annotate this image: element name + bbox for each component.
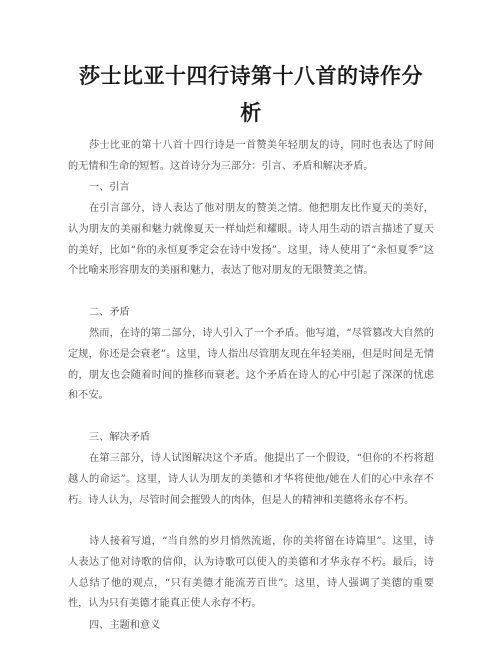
- section2-paragraph: 然而，在诗的第二部分，诗人引入了一个矛盾。他写道，“尽管篡改大自然的定规，你还是会衰老”。这里，诗人指出尽管朋友现在年轻美丽，但是时间是无情的，朋友也会随着时间的推移而衰老。这个矛盾在诗人的心中引起了深深的忧虑和不安。: [68, 328, 434, 402]
- section2-heading: 二、矛盾: [89, 307, 130, 318]
- section3-paragraph-2: 诗人接着写道，“当自然的岁月悄然流逝，你的美将留在诗篇里”。这里，诗人表达了他对诗歌的信仰，认为诗歌可以使人的美德和才华永存不朽。最后，诗人总结了他的观点，“只有美德才能流芳百世”。这里，诗人强调了美德的重要性，认为只有美德才能真正使人永存不朽。: [68, 536, 434, 610]
- document-title-line1: 莎士比亚十四行诗第十八首的诗作分: [79, 64, 423, 88]
- intro-paragraph: 莎士比亚的第十八首十四行诗是一首赞美年轻朋友的诗，同时也表达了时间的无情和生命的短暂。这首诗分为三部分：引言、矛盾和解决矛盾。: [68, 140, 434, 172]
- section1-paragraph: 在引言部分，诗人表达了他对朋友的赞美之情。他把朋友比作夏天的美好，认为朋友的美丽和魅力就像夏天一样灿烂和耀眼。诗人用生动的语言描述了夏天的美好，比如“你的永恒夏季定会在诗中发扬”。这里，诗人使用了“永恒夏季”这个比喻来形容朋友的美丽和魅力，表达了他对朋友的无限赞美之情。: [68, 203, 434, 277]
- section3-paragraph-1: 在第三部分，诗人试图解决这个矛盾。他提出了一个假设，“但你的不朽将超越人的命运”。这里，诗人认为朋友的美德和才华将使他/她在人们的心中永存不朽。诗人认为，尽管时间会摧毁人的肉体，但是人的精神和美德将永存不朽。: [68, 453, 434, 506]
- document-title-line2: 析: [240, 101, 262, 125]
- section3-heading: 三、解决矛盾: [89, 432, 151, 443]
- section1-heading: 一、引言: [89, 182, 130, 193]
- section4-heading: 四、主题和意义: [89, 620, 161, 631]
